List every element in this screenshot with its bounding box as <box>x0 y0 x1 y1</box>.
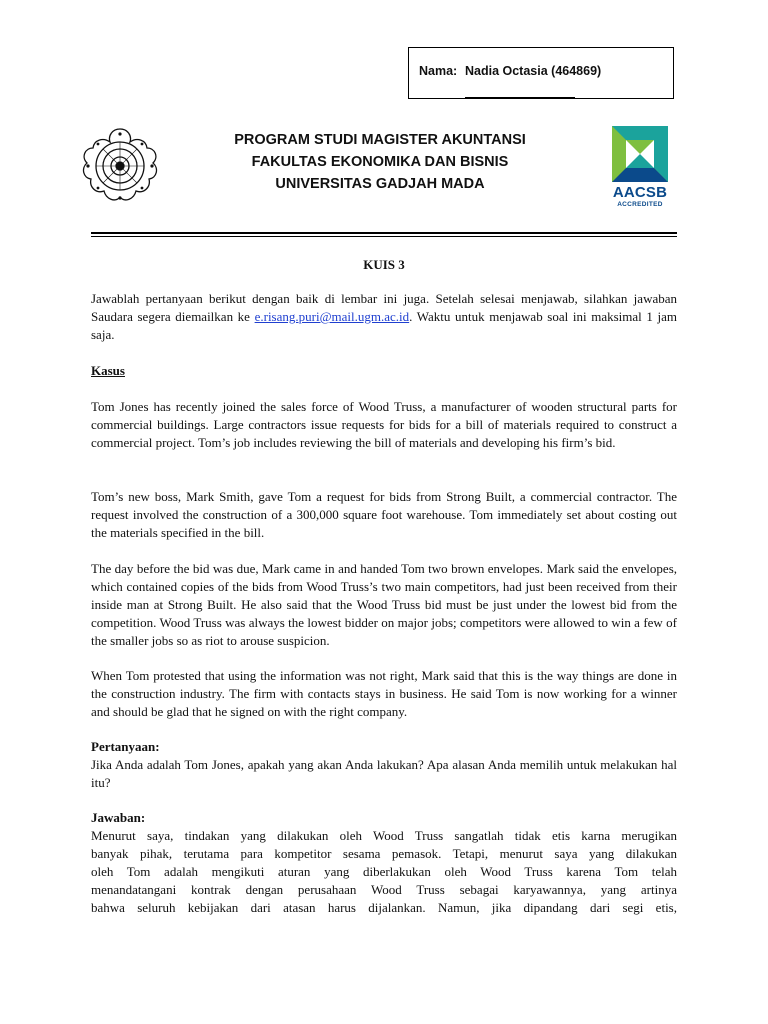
case-paragraph: Tom Jones has recently joined the sales force of Wood Truss, a manufacturer of wooden structural parts for commercial buildings. Large contractors issue requests for bids for a bill of materials required to construct a commercial project. Tom’s job includes reviewing the bill of materials and developing his firm’s bid. <box>91 399 677 450</box>
question-text: Jika Anda adalah Tom Jones, apakah yang akan Anda lakukan? Apa alasan Anda memilih untuk melakukan hal itu? <box>91 757 677 790</box>
answer-line: banyak pihak, terutama para kompetitor sesama pemasok. Tetapi, menurut saya yang dilakukan <box>91 846 677 861</box>
answer-text <box>91 827 677 917</box>
case-heading: Kasus <box>91 363 125 378</box>
name-value: Nadia Octasia (464869) <box>465 64 602 78</box>
answer-heading: Jawaban: <box>91 810 146 825</box>
instructions-text: Jawablah pertanyaan berikut dengan baik di lembar ini juga. Setelah selesai menjawab, silahkan jawaban Saudara segera diemailkan ke <box>91 291 677 324</box>
answer-line: menandatangani kontrak dengan perusahaan Wood Truss sebagai karyawannya, yang artinya <box>91 882 677 897</box>
aacsb-subtitle: ACCREDITED <box>617 201 663 208</box>
question-heading: Pertanyaan: <box>91 739 160 754</box>
program-title: PROGRAM STUDI MAGISTER AKUNTANSI <box>234 132 526 148</box>
name-box <box>408 47 674 99</box>
header-divider <box>91 232 677 234</box>
name-label: Nama: <box>419 64 458 78</box>
faculty-title: FAKULTAS EKONOMIKA DAN BISNIS <box>251 154 509 170</box>
instructions-text-end: . Waktu untuk menjawab soal ini maksimal 1 jam saja. <box>91 309 677 342</box>
quiz-title: KUIS 3 <box>363 257 405 272</box>
email-link[interactable]: e.risang.puri@mail.ugm.ac.id <box>254 309 410 324</box>
aacsb-name: AACSB <box>612 184 668 201</box>
instructions <box>91 290 677 344</box>
university-title: UNIVERSITAS GADJAH MADA <box>275 176 485 192</box>
aacsb-logo <box>610 126 670 210</box>
answer-line: oleh Tom adalah mengikuti aturan yang diberlakukan oleh Wood Truss karena Tom telah <box>91 864 677 879</box>
name-underline <box>465 97 575 98</box>
case-paragraph: When Tom protested that using the information was not right, Mark said that this is the way things are done in the construction industry. The firm with contacts stays in business. He said Tom is now working for a winner and should be glad that he signed on with the right company. <box>91 668 677 719</box>
case-paragraph: Tom’s new boss, Mark Smith, gave Tom a request for bids from Strong Built, a commercial contractor. The request involved the construction of a 300,000 square foot warehouse. Tom immediately set about costing out the materials specified in the bill. <box>91 489 677 540</box>
case-paragraph: The day before the bid was due, Mark came in and handed Tom two brown envelopes. Mark said the envelopes, which contained copies of the bids from Wood Truss’s two main competitors, had just been received from their inside man at Strong Built. He also said that the Wood Truss bid must be just under the lowest bid from the competition. Wood Truss was always the lowest bidder on major jobs; competitors were allowed to win a few of the smaller jobs so as riot to arouse suspicion. <box>91 561 677 648</box>
aacsb-emblem-icon <box>610 126 670 182</box>
answer-line: bahwa seluruh kebijakan dari atasan harus dijalankan. Namun, jika dipandang dari segi etis, <box>91 900 677 915</box>
university-seal-logo <box>80 126 160 206</box>
header-divider-thin <box>91 236 677 237</box>
answer-line: Menurut saya, tindakan yang dilakukan oleh Wood Truss sangatlah tidak etis karna merugikan <box>91 828 677 843</box>
